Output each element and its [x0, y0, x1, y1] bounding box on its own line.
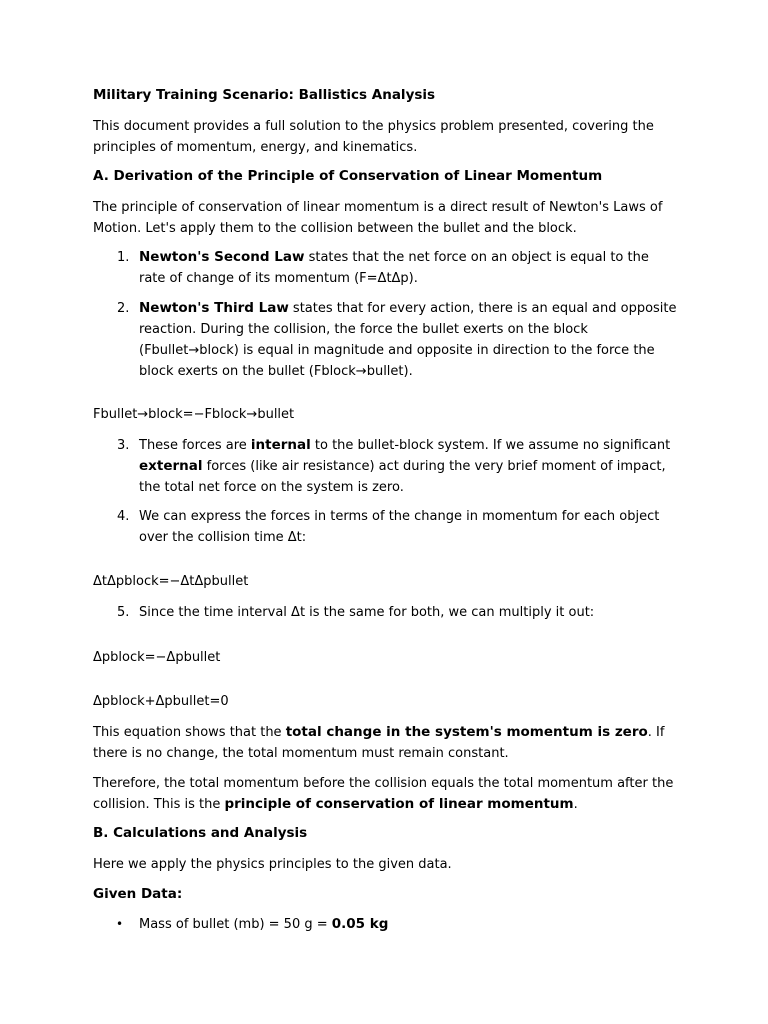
list-item-5 — [93, 602, 677, 623]
list-number: 3. — [117, 438, 130, 453]
list-item-2 — [93, 298, 677, 382]
list-item-text — [139, 435, 677, 498]
list-item-body: These forces are — [139, 438, 251, 453]
equation-4: Δpblock+Δpbullet=0 — [93, 694, 229, 709]
section-b-intro: Here we apply the physics principles to the given data. — [93, 857, 452, 872]
bold-term: Newton's Second Law — [139, 249, 305, 265]
paragraph-text: This equation shows that the — [93, 725, 286, 740]
equation-3: Δpblock=−Δpbullet — [93, 650, 221, 665]
bold-value: 0.05 kg — [331, 916, 389, 932]
list-number: 1. — [117, 250, 130, 265]
bold-term: total change in the system's momentum is zero — [285, 724, 648, 740]
section-a-heading: A. Derivation of the Principle of Conservation of Linear Momentum — [93, 168, 603, 184]
bold-term: principle of conservation of linear momentum — [224, 796, 574, 812]
list-number: 4. — [117, 509, 130, 524]
equation-2: ΔtΔpblock=−ΔtΔpbullet — [93, 574, 249, 589]
list-item-4 — [93, 506, 677, 548]
list-item-body: to the bullet-block system. If we assume no significant — [310, 438, 671, 453]
list-number: 2. — [117, 301, 130, 316]
conclusion-paragraph-1 — [93, 722, 677, 764]
equation-1: Fbullet→block=−Fblock→bullet — [93, 407, 295, 422]
list-item-text — [139, 247, 677, 289]
intro-paragraph: This document provides a full solution to the physics problem presented, covering the principles of momentum, energy, and kinematics. — [93, 119, 654, 155]
list-item-text — [139, 298, 677, 382]
section-a-intro: The principle of conservation of linear momentum is a direct result of Newton's Laws of Motion. Let's apply them to the collision between the bullet and the block. — [93, 200, 663, 236]
list-item-text: We can express the forces in terms of the change in momentum for each object over the collision time Δt: — [139, 509, 660, 545]
conclusion-paragraph-2 — [93, 773, 677, 815]
bullet-marker: • — [116, 917, 124, 931]
list-number: 5. — [117, 605, 130, 620]
list-item-body: states that the net force on an object is equal to the rate of change of its momentum (F=ΔtΔp). — [139, 250, 649, 286]
document-title: Military Training Scenario: Ballistics Analysis — [93, 87, 436, 103]
paragraph-text: . — [573, 797, 578, 812]
list-item-body: states that for every action, there is an equal and opposite reaction. During the collision, the force the bullet exerts on the block (Fbullet→block) is equal in magnitude and opposite in direction to the force the block exerts on the bullet (Fblock→bullet). — [139, 301, 677, 379]
list-item-body: forces (like air resistance) act during the very brief moment of impact, the total net force on the system is zero. — [139, 459, 666, 495]
bold-term: internal — [250, 437, 311, 453]
list-item-text: Since the time interval Δt is the same for both, we can multiply it out: — [139, 605, 595, 620]
list-item-3 — [93, 435, 677, 498]
section-b-heading: B. Calculations and Analysis — [93, 825, 308, 841]
given-item-body: Mass of bullet (mb) = 50 g = — [139, 917, 332, 932]
given-item-1 — [93, 914, 677, 935]
paragraph-text: . If there is no change, the total momentum must remain constant. — [93, 725, 665, 761]
bold-term: Newton's Third Law — [139, 300, 289, 316]
list-item-1 — [93, 247, 677, 289]
given-data-heading: Given Data: — [93, 886, 183, 902]
paragraph-text: Therefore, the total momentum before the collision equals the total momentum after the collision. This is the — [93, 776, 674, 812]
given-item-text — [139, 914, 677, 935]
bold-term: external — [139, 458, 203, 474]
